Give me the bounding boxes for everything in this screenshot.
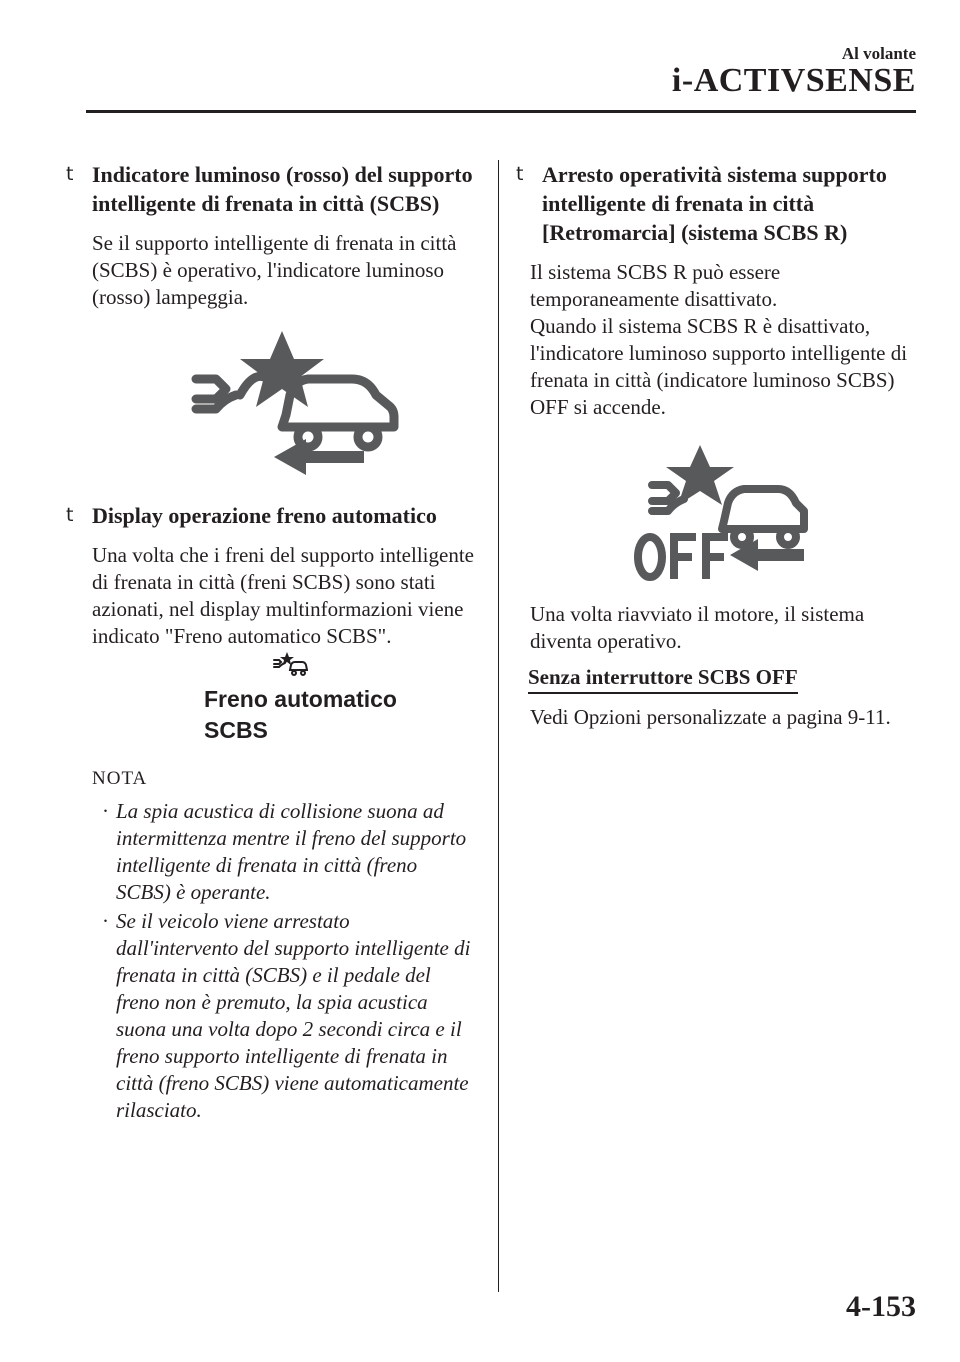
note-bullet: · — [102, 909, 109, 933]
chapter-title: i-ACTIVSENSE — [671, 62, 916, 99]
auto-brake-display-description: Una volta che i freni del supporto intelligente di frenata in città (freni SCBS) sono stati azionati, nel display multinformazioni viene indicato "Freno automatico SCBS". — [92, 543, 474, 648]
scbs-off-icon — [632, 445, 812, 585]
column-divider — [498, 160, 499, 1292]
scbs-r-disable-text-2: Quando il sistema SCBS R è disattivato, l'indicatore luminoso supporto intelligente di frenata in città (indicatore luminoso SCBS) OFF si accende. — [530, 314, 908, 419]
note-bullet: · — [102, 799, 109, 823]
note-title: NOTA — [92, 768, 148, 789]
note-item — [102, 798, 474, 906]
section-title: Al volante — [841, 44, 916, 63]
heading-text: Indicatore luminoso (rosso) del supporto intelligente di frenata in città (SCBS) — [92, 162, 473, 216]
scbs-reverse-warning-icon — [182, 331, 402, 481]
bullet-glyph: t — [66, 504, 74, 526]
bullet-glyph: t — [66, 163, 74, 185]
scbs-indicator-description: Se il supporto intelligente di frenata in città (SCBS) è operativo, l'indicatore luminoso (rosso) lampeggia. — [92, 231, 457, 309]
no-scbs-off-switch-heading: Senza interruttore SCBS OFF — [528, 665, 798, 694]
custom-options-reference: Vedi Opzioni personalizzate a pagina 9-11. — [530, 705, 891, 729]
scbs-r-disable-text-1: Il sistema SCBS R può essere temporaneamente disattivato. — [530, 260, 781, 311]
header-rule — [86, 110, 916, 113]
auto-brake-display-heading — [62, 501, 474, 530]
multi-info-display-message — [92, 650, 474, 750]
left-column — [62, 160, 474, 1126]
scbs-small-icon — [272, 650, 308, 680]
display-message-text — [204, 684, 397, 746]
right-column — [512, 160, 922, 731]
display-message-line2: SCBS — [204, 717, 268, 743]
scbs-r-disable-heading — [512, 160, 922, 247]
scbs-r-restart-text: Una volta riavviato il motore, il sistema diventa operativo. — [530, 602, 865, 653]
heading-text: Display operazione freno automatico — [92, 503, 437, 528]
note-item — [102, 908, 474, 1124]
display-message-line1: Freno automatico — [204, 686, 397, 712]
bullet-glyph: t — [516, 163, 524, 185]
scbs-indicator-figure — [62, 311, 474, 501]
note-list — [102, 798, 474, 1124]
heading-text: Arresto operatività sistema supporto intelligente di frenata in città [Retromarcia] (sistema SCBS R) — [542, 162, 887, 245]
scbs-indicator-heading — [62, 160, 474, 218]
scbs-off-figure — [512, 421, 922, 601]
page-number: 4-153 — [846, 1290, 916, 1323]
note-item-text: Se il veicolo viene arrestato dall'intervento del supporto intelligente di frenata in città (SCBS) e il pedale del freno non è premuto, la spia acustica suona una volta dopo 2 secondi circa e il freno supporto intelligente di frenata in città (freno SCBS) viene automaticamente rilasciato. — [116, 909, 471, 1122]
note-item-text: La spia acustica di collisione suona ad intermittenza mentre il freno del supporto intelligente di frenata in città (freno SCBS) è operante. — [116, 799, 467, 904]
